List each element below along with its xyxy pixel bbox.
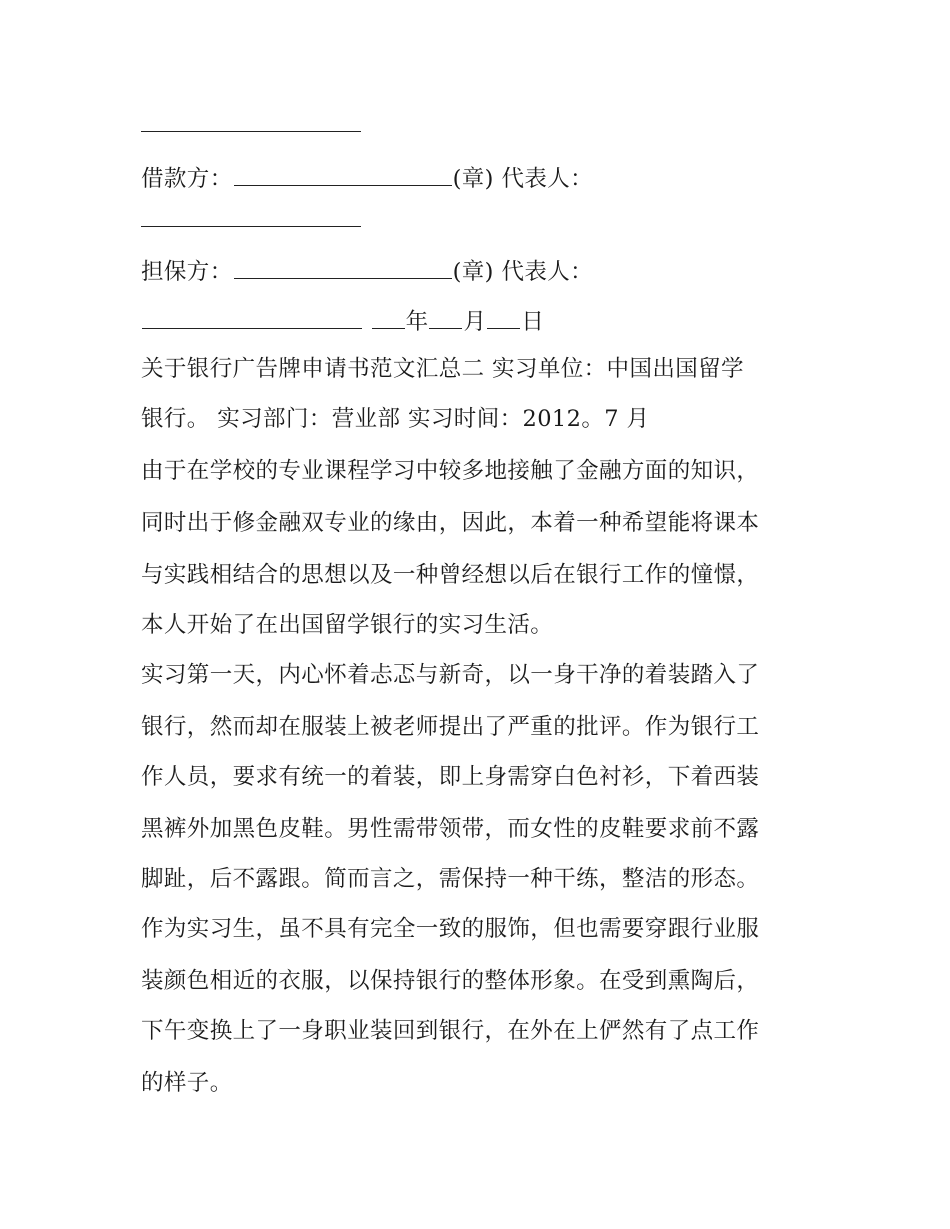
guarantor-seal: (章) xyxy=(452,259,494,285)
day-blank xyxy=(487,304,520,329)
body-line-12: 作为实习生，虽不具有完全一致的服饰，但也需要穿跟行业服 xyxy=(141,916,760,942)
month-label: 月 xyxy=(463,309,487,335)
date-line xyxy=(141,304,544,337)
signature-line-top xyxy=(141,131,361,132)
guarantor-line xyxy=(141,254,593,287)
body-line-14: 下午变换上了一身职业装回到银行，在外在上俨然有了点工作 xyxy=(141,1018,760,1044)
borrower-line xyxy=(141,161,593,194)
borrower-blank xyxy=(234,161,452,186)
guarantor-rep-blank xyxy=(142,304,362,329)
guarantor-representative: 代表人： xyxy=(501,259,594,285)
body-line-7: 实习第一天，内心怀着忐忑与新奇，以一身干净的着装踏入了 xyxy=(141,662,760,688)
body-line-9: 作人员，要求有统一的着装，即上身需穿白色衬衫，下着西装 xyxy=(141,764,760,790)
body-line-3: 由于在学校的专业课程学习中较多地接触了金融方面的知识， xyxy=(141,458,760,484)
month-blank xyxy=(429,304,462,329)
body-line-1: 关于银行广告牌申请书范文汇总二 实习单位：中国出国留学 xyxy=(141,356,744,382)
body-line-5: 与实践相结合的思想以及一种曾经想以后在银行工作的憧憬， xyxy=(141,562,760,588)
borrower-representative: 代表人： xyxy=(501,166,594,192)
guarantor-blank xyxy=(234,254,452,279)
body-line-15: 的样子。 xyxy=(141,1070,233,1096)
body-line-11: 脚趾，后不露跟。简而言之，需保持一种干练，整洁的形态。 xyxy=(141,866,760,892)
body-line-4: 同时出于修金融双专业的缘由，因此，本着一种希望能将课本 xyxy=(141,510,760,536)
guarantor-label: 担保方： xyxy=(141,259,233,285)
body-line-6: 本人开始了在出国留学银行的实习生活。 xyxy=(141,612,554,638)
body-line-13: 装颜色相近的衣服，以保持银行的整体形象。在受到熏陶后， xyxy=(141,968,760,994)
body-line-8: 银行，然而却在服装上被老师提出了严重的批评。作为银行工 xyxy=(141,714,760,740)
borrower-label: 借款方： xyxy=(141,166,233,192)
year-blank xyxy=(372,304,405,329)
borrower-seal: (章) xyxy=(452,166,494,192)
body-line-10: 黑裤外加黑色皮鞋。男性需带领带，而女性的皮鞋要求前不露 xyxy=(141,816,760,842)
year-label: 年 xyxy=(405,309,429,335)
day-label: 日 xyxy=(521,309,545,335)
signature-line-borrower-rep xyxy=(141,226,361,227)
body-line-2: 银行。 实习部门：营业部 实习时间：2012。7 月 xyxy=(141,406,650,432)
